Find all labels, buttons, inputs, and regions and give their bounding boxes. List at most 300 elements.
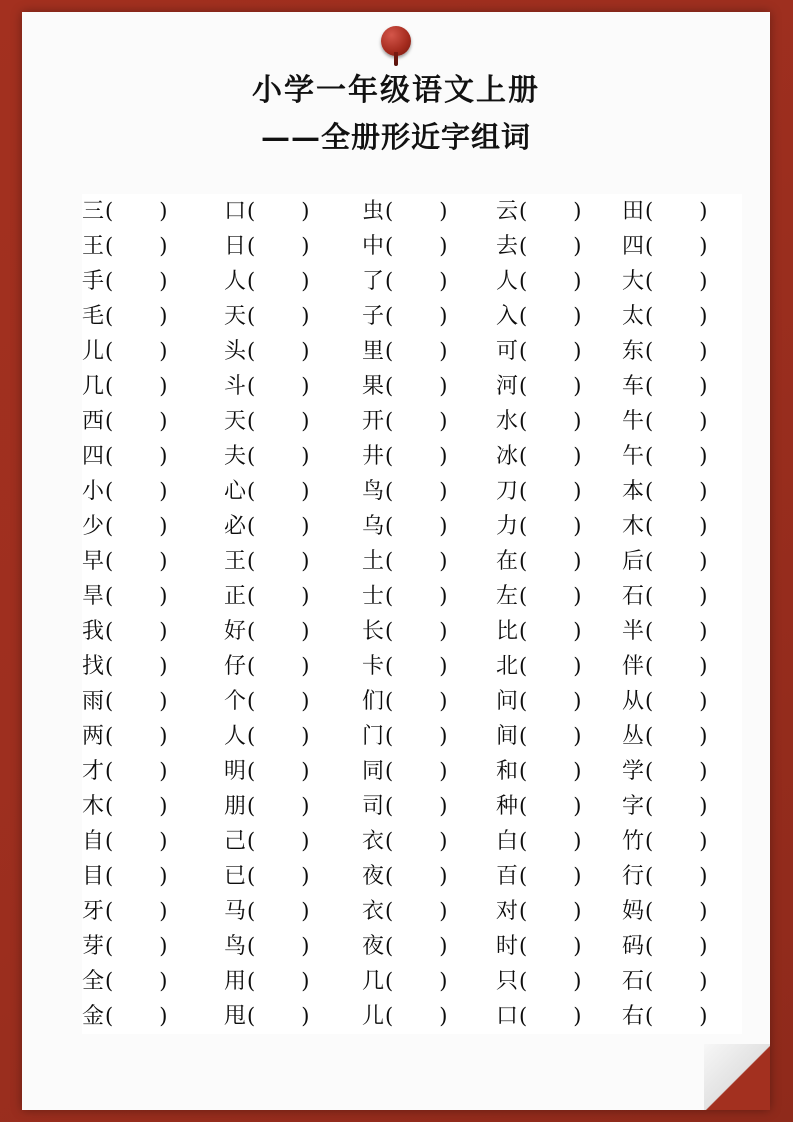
character-label: 从 <box>622 689 645 714</box>
character-label: 行 <box>622 864 645 889</box>
fill-in-blank <box>82 789 224 824</box>
fill-in-blank <box>362 754 496 789</box>
paren-open: ( <box>385 794 394 818</box>
paren-open: ( <box>385 549 394 573</box>
word-cell <box>622 824 742 859</box>
paren-open: ( <box>247 549 256 573</box>
character-label: 心 <box>224 479 247 504</box>
paren-close: ) <box>159 829 168 853</box>
paren-close: ) <box>439 514 448 538</box>
word-cell <box>362 194 496 229</box>
character-label: 妈 <box>622 899 645 924</box>
character-label: 里 <box>362 339 385 364</box>
paren-open: ( <box>385 689 394 713</box>
paren-open: ( <box>105 234 114 258</box>
fill-in-blank <box>622 369 742 404</box>
word-cell <box>82 614 224 649</box>
paren-open: ( <box>385 269 394 293</box>
fill-in-blank <box>622 789 742 824</box>
word-cell <box>496 859 622 894</box>
table-row <box>82 474 742 509</box>
paren-open: ( <box>105 969 114 993</box>
table-row <box>82 719 742 754</box>
paren-close: ) <box>301 829 310 853</box>
word-cell <box>496 404 622 439</box>
word-cell <box>224 334 362 369</box>
word-cell <box>362 964 496 999</box>
fill-in-blank <box>224 264 362 299</box>
character-label: 头 <box>224 339 247 364</box>
word-cell <box>362 719 496 754</box>
paren-open: ( <box>385 444 394 468</box>
fill-in-blank <box>496 649 622 684</box>
paren-open: ( <box>519 864 528 888</box>
fill-in-blank <box>622 719 742 754</box>
fill-in-blank <box>224 544 362 579</box>
fill-in-blank <box>362 439 496 474</box>
fill-in-blank <box>224 579 362 614</box>
paren-close: ) <box>699 304 708 328</box>
table-row <box>82 579 742 614</box>
character-label: 手 <box>82 269 105 294</box>
fill-in-blank <box>496 614 622 649</box>
character-label: 天 <box>224 304 247 329</box>
fill-in-blank <box>496 824 622 859</box>
paren-open: ( <box>105 724 114 748</box>
paren-close: ) <box>159 619 168 643</box>
word-cell <box>362 579 496 614</box>
table-row <box>82 369 742 404</box>
word-cell <box>82 964 224 999</box>
fill-in-blank <box>82 684 224 719</box>
paren-close: ) <box>301 864 310 888</box>
fill-in-blank <box>496 509 622 544</box>
paren-open: ( <box>385 409 394 433</box>
paren-close: ) <box>699 514 708 538</box>
character-label: 只 <box>496 969 519 994</box>
paren-close: ) <box>301 899 310 923</box>
fill-in-blank <box>224 859 362 894</box>
fill-in-blank <box>362 614 496 649</box>
word-cell <box>362 999 496 1034</box>
word-cell <box>224 439 362 474</box>
paren-close: ) <box>699 1004 708 1028</box>
paren-close: ) <box>301 1004 310 1028</box>
word-cell <box>622 229 742 264</box>
fill-in-blank <box>224 684 362 719</box>
table-row <box>82 299 742 334</box>
fill-in-blank <box>82 824 224 859</box>
fill-in-blank <box>496 754 622 789</box>
paren-open: ( <box>385 199 394 223</box>
page-title <box>22 68 770 160</box>
paren-close: ) <box>159 269 168 293</box>
word-cell <box>496 579 622 614</box>
paren-close: ) <box>159 479 168 503</box>
character-label: 人 <box>224 269 247 294</box>
word-cell <box>362 369 496 404</box>
paren-close: ) <box>699 619 708 643</box>
word-cell <box>362 439 496 474</box>
paren-open: ( <box>247 269 256 293</box>
character-label: 毛 <box>82 304 105 329</box>
word-cell <box>496 264 622 299</box>
word-cell <box>362 929 496 964</box>
character-label: 必 <box>224 514 247 539</box>
fill-in-blank <box>224 334 362 369</box>
paren-close: ) <box>573 794 582 818</box>
paren-close: ) <box>573 584 582 608</box>
character-label: 己 <box>224 829 247 854</box>
paren-close: ) <box>439 199 448 223</box>
paren-close: ) <box>573 269 582 293</box>
word-cell <box>496 299 622 334</box>
word-cell <box>362 264 496 299</box>
character-label: 中 <box>362 234 385 259</box>
fill-in-blank <box>82 369 224 404</box>
character-label: 学 <box>622 759 645 784</box>
word-cell <box>496 684 622 719</box>
fill-in-blank <box>496 684 622 719</box>
paren-open: ( <box>247 339 256 363</box>
table-row <box>82 964 742 999</box>
word-cell <box>82 439 224 474</box>
character-label: 伴 <box>622 654 645 679</box>
character-label: 士 <box>362 584 385 609</box>
paren-open: ( <box>519 549 528 573</box>
character-label: 王 <box>224 549 247 574</box>
word-cell <box>622 264 742 299</box>
paren-close: ) <box>301 444 310 468</box>
word-cell <box>82 229 224 264</box>
fill-in-blank <box>622 614 742 649</box>
paren-close: ) <box>573 969 582 993</box>
word-cell <box>224 684 362 719</box>
paren-open: ( <box>385 724 394 748</box>
paren-close: ) <box>699 724 708 748</box>
character-label: 田 <box>622 199 645 224</box>
word-cell <box>362 789 496 824</box>
table-row <box>82 264 742 299</box>
fill-in-blank <box>362 964 496 999</box>
character-label: 人 <box>496 269 519 294</box>
character-label: 右 <box>622 1004 645 1029</box>
character-label: 王 <box>82 234 105 259</box>
table-row <box>82 614 742 649</box>
paren-close: ) <box>439 479 448 503</box>
table-row <box>82 404 742 439</box>
character-label: 码 <box>622 934 645 959</box>
fill-in-blank <box>224 824 362 859</box>
paren-open: ( <box>645 584 654 608</box>
fill-in-blank <box>224 789 362 824</box>
word-cell <box>622 964 742 999</box>
paren-open: ( <box>645 514 654 538</box>
paren-open: ( <box>645 549 654 573</box>
character-label: 了 <box>362 269 385 294</box>
paren-close: ) <box>699 899 708 923</box>
character-label: 口 <box>496 1004 519 1029</box>
paren-close: ) <box>573 514 582 538</box>
paren-open: ( <box>247 409 256 433</box>
paren-open: ( <box>645 374 654 398</box>
word-cell <box>82 999 224 1034</box>
fill-in-blank <box>362 264 496 299</box>
fill-in-blank <box>622 964 742 999</box>
table-row <box>82 649 742 684</box>
character-label: 问 <box>496 689 519 714</box>
character-label: 四 <box>82 444 105 469</box>
paren-open: ( <box>247 199 256 223</box>
fill-in-blank <box>622 754 742 789</box>
character-label: 两 <box>82 724 105 749</box>
paren-open: ( <box>519 304 528 328</box>
paren-open: ( <box>105 304 114 328</box>
word-cell <box>496 999 622 1034</box>
fill-in-blank <box>82 894 224 929</box>
character-label: 果 <box>362 374 385 399</box>
paren-open: ( <box>247 689 256 713</box>
fill-in-blank <box>82 614 224 649</box>
paren-open: ( <box>247 619 256 643</box>
paren-close: ) <box>159 654 168 678</box>
paren-open: ( <box>385 374 394 398</box>
paren-open: ( <box>105 584 114 608</box>
paren-close: ) <box>301 934 310 958</box>
fill-in-blank <box>362 789 496 824</box>
paren-open: ( <box>519 479 528 503</box>
character-label: 对 <box>496 899 519 924</box>
character-label: 用 <box>224 969 247 994</box>
paren-close: ) <box>573 864 582 888</box>
character-label: 开 <box>362 409 385 434</box>
fill-in-blank <box>224 929 362 964</box>
fill-in-blank <box>362 404 496 439</box>
paren-open: ( <box>519 724 528 748</box>
paren-close: ) <box>159 234 168 258</box>
fill-in-blank <box>622 509 742 544</box>
paren-open: ( <box>247 444 256 468</box>
character-label: 们 <box>362 689 385 714</box>
paren-open: ( <box>105 514 114 538</box>
paren-open: ( <box>105 864 114 888</box>
paren-open: ( <box>247 514 256 538</box>
word-cell <box>362 649 496 684</box>
table-row <box>82 439 742 474</box>
fill-in-blank <box>82 299 224 334</box>
fill-in-blank <box>496 404 622 439</box>
paren-close: ) <box>301 199 310 223</box>
character-label: 口 <box>224 199 247 224</box>
word-cell <box>82 544 224 579</box>
paren-open: ( <box>247 584 256 608</box>
character-label: 半 <box>622 619 645 644</box>
fill-in-blank <box>496 894 622 929</box>
word-cell <box>362 334 496 369</box>
word-cell <box>82 894 224 929</box>
word-cell <box>622 439 742 474</box>
character-label: 早 <box>82 549 105 574</box>
paren-close: ) <box>301 479 310 503</box>
word-cell <box>622 614 742 649</box>
character-label: 牛 <box>622 409 645 434</box>
character-label: 我 <box>82 619 105 644</box>
word-cell <box>82 754 224 789</box>
paren-open: ( <box>645 479 654 503</box>
character-label: 芽 <box>82 934 105 959</box>
fill-in-blank <box>496 439 622 474</box>
paren-open: ( <box>645 829 654 853</box>
paren-open: ( <box>385 1004 394 1028</box>
fill-in-blank <box>622 474 742 509</box>
paren-close: ) <box>301 724 310 748</box>
character-label: 天 <box>224 409 247 434</box>
paren-close: ) <box>439 374 448 398</box>
character-label: 正 <box>224 584 247 609</box>
word-cell <box>362 404 496 439</box>
fill-in-blank <box>362 859 496 894</box>
paren-open: ( <box>105 934 114 958</box>
fill-in-blank <box>82 404 224 439</box>
paren-close: ) <box>439 234 448 258</box>
paren-close: ) <box>439 829 448 853</box>
paren-close: ) <box>439 654 448 678</box>
paren-close: ) <box>699 829 708 853</box>
paren-open: ( <box>385 479 394 503</box>
character-label: 司 <box>362 794 385 819</box>
word-cell <box>82 404 224 439</box>
paren-close: ) <box>573 829 582 853</box>
paren-open: ( <box>645 619 654 643</box>
word-cell <box>224 824 362 859</box>
paren-close: ) <box>573 444 582 468</box>
word-cell <box>496 439 622 474</box>
character-label: 几 <box>362 969 385 994</box>
paren-open: ( <box>645 304 654 328</box>
fill-in-blank <box>622 544 742 579</box>
paren-close: ) <box>439 444 448 468</box>
word-cell <box>224 229 362 264</box>
word-cell <box>362 614 496 649</box>
fill-in-blank <box>224 614 362 649</box>
paren-open: ( <box>645 899 654 923</box>
character-label: 左 <box>496 584 519 609</box>
paren-close: ) <box>573 934 582 958</box>
paren-open: ( <box>519 234 528 258</box>
paren-close: ) <box>699 479 708 503</box>
fill-in-blank <box>496 859 622 894</box>
fill-in-blank <box>496 999 622 1034</box>
word-cell <box>622 789 742 824</box>
fill-in-blank <box>82 439 224 474</box>
fill-in-blank <box>82 474 224 509</box>
fill-in-blank <box>622 194 742 229</box>
fill-in-blank <box>622 404 742 439</box>
paren-close: ) <box>699 759 708 783</box>
fill-in-blank <box>362 544 496 579</box>
character-label: 时 <box>496 934 519 959</box>
paren-open: ( <box>519 514 528 538</box>
word-cell <box>622 369 742 404</box>
paren-open: ( <box>105 1004 114 1028</box>
fill-in-blank <box>496 229 622 264</box>
fill-in-blank <box>362 474 496 509</box>
word-cell <box>224 894 362 929</box>
character-label: 虫 <box>362 199 385 224</box>
paren-close: ) <box>439 549 448 573</box>
character-label: 冰 <box>496 444 519 469</box>
fill-in-blank <box>622 929 742 964</box>
paren-close: ) <box>699 864 708 888</box>
character-label: 四 <box>622 234 645 259</box>
paren-close: ) <box>573 234 582 258</box>
fill-in-blank <box>622 439 742 474</box>
word-cell <box>496 544 622 579</box>
character-label: 才 <box>82 759 105 784</box>
fill-in-blank <box>362 194 496 229</box>
paren-close: ) <box>699 934 708 958</box>
character-label: 鸟 <box>224 934 247 959</box>
paren-open: ( <box>645 864 654 888</box>
word-cell <box>622 999 742 1034</box>
paren-close: ) <box>699 234 708 258</box>
word-cell <box>224 579 362 614</box>
paren-open: ( <box>519 409 528 433</box>
fill-in-blank <box>362 334 496 369</box>
character-label: 个 <box>224 689 247 714</box>
character-label: 夜 <box>362 864 385 889</box>
character-label: 土 <box>362 549 385 574</box>
fill-in-blank <box>362 369 496 404</box>
paren-close: ) <box>573 549 582 573</box>
word-cell <box>496 789 622 824</box>
paren-close: ) <box>439 584 448 608</box>
word-cell <box>496 894 622 929</box>
paren-open: ( <box>105 549 114 573</box>
word-cell <box>496 509 622 544</box>
character-label: 字 <box>622 794 645 819</box>
paren-open: ( <box>519 619 528 643</box>
paren-close: ) <box>439 724 448 748</box>
word-cell <box>622 894 742 929</box>
fill-in-blank <box>224 964 362 999</box>
paren-close: ) <box>699 409 708 433</box>
character-label: 夜 <box>362 934 385 959</box>
fill-in-blank <box>622 649 742 684</box>
paren-open: ( <box>519 829 528 853</box>
paren-open: ( <box>645 234 654 258</box>
fill-in-blank <box>362 229 496 264</box>
character-label: 力 <box>496 514 519 539</box>
paren-open: ( <box>519 374 528 398</box>
word-cell <box>82 509 224 544</box>
paren-open: ( <box>105 689 114 713</box>
character-label: 石 <box>622 969 645 994</box>
paren-close: ) <box>159 969 168 993</box>
paren-close: ) <box>573 374 582 398</box>
fill-in-blank <box>496 964 622 999</box>
paren-open: ( <box>247 654 256 678</box>
word-cell <box>224 614 362 649</box>
word-cell <box>224 194 362 229</box>
character-label: 衣 <box>362 829 385 854</box>
paren-close: ) <box>573 724 582 748</box>
paren-open: ( <box>385 864 394 888</box>
character-label: 木 <box>82 794 105 819</box>
word-cell <box>622 299 742 334</box>
word-cell <box>224 754 362 789</box>
paren-close: ) <box>699 549 708 573</box>
